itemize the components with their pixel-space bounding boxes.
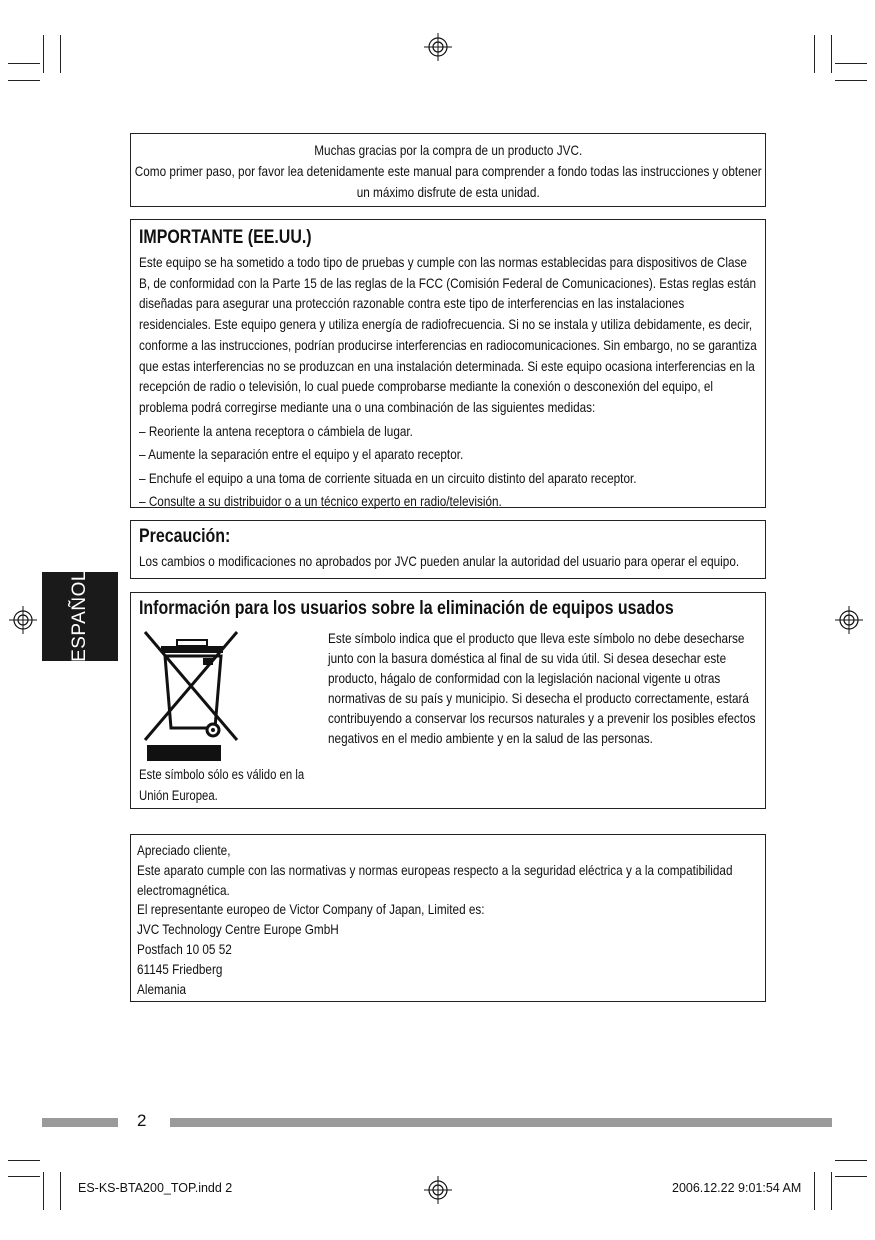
notice-line: El representante europeo de Victor Company of Japan, Limited es: [137, 901, 485, 918]
registration-mark-icon [424, 33, 452, 61]
language-tab [42, 572, 118, 661]
crop-mark [831, 35, 832, 73]
registration-mark-icon [835, 606, 863, 634]
footer-timestamp: 2006.12.22 9:01:54 AM [672, 1181, 802, 1195]
crop-mark [8, 80, 40, 81]
page-bar-left [42, 1118, 118, 1127]
notice-line: 61145 Friedberg [137, 960, 223, 977]
crop-mark [8, 63, 40, 64]
disposal-title: Información para los usuarios sobre la eliminación de equipos usados [139, 598, 674, 619]
crop-mark [43, 1172, 44, 1210]
notice-line: Este aparato cumple con las normativas y normas europeas respecto a la seguridad eléctrica y a la compatibilidad [137, 861, 733, 878]
intro-line-2: Como primer paso, por favor lea detenidamente este manual para comprender a fondo todas las instrucciones y obtener un máximo disfrute de esta unidad. [134, 163, 762, 200]
notice-line: Alemania [137, 980, 187, 997]
registration-mark-icon [9, 606, 37, 634]
crop-mark [60, 35, 61, 73]
crop-mark [43, 35, 44, 73]
list-item: – Consulte a su distribuidor o a un técnico experto en radio/televisión. [139, 490, 759, 514]
crop-mark [835, 80, 867, 81]
important-measures-list [139, 420, 759, 514]
disposal-caption: Este símbolo sólo es válido en la Unión Europea. [139, 767, 305, 803]
notice-line: Postfach 10 05 52 [137, 940, 232, 957]
crossed-out-wheelie-bin-icon [139, 628, 245, 764]
notice-line: electromagnética. [137, 881, 230, 898]
crop-mark [814, 1172, 815, 1210]
page-number: 2 [137, 1111, 147, 1130]
customer-notice-box [130, 834, 766, 1002]
language-tab-label: ESPAÑOL [69, 570, 90, 662]
caution-box [130, 520, 766, 579]
disposal-box [130, 592, 766, 809]
crop-mark [60, 1172, 61, 1210]
crop-mark [814, 35, 815, 73]
crop-mark [835, 1176, 867, 1177]
crop-mark [831, 1172, 832, 1210]
footer-filename: ES-KS-BTA200_TOP.indd 2 [78, 1181, 233, 1195]
list-item: – Aumente la separación entre el equipo y el aparato receptor. [139, 443, 759, 467]
notice-line: JVC Technology Centre Europe GmbH [137, 921, 339, 938]
intro-box [130, 133, 766, 207]
important-title: IMPORTANTE (EE.UU.) [139, 227, 312, 248]
crop-mark [835, 63, 867, 64]
list-item: – Enchufe el equipo a una toma de corriente situada en un circuito distinto del aparato receptor. [139, 467, 759, 491]
disposal-body: Este símbolo indica que el producto que lleva este símbolo no debe desecharse junto con la basura doméstica al final de su vida útil. Si desea desechar este producto, hágalo de conformidad con la legislación nacional vigente u otras normativas de su país y municipio. Si desecha el producto correctamente, estará contribuyendo a conservar los recursos naturales y a prevenir los posibles efectos negativos en el medio ambiente y en la salud de las personas. [328, 630, 756, 746]
crop-mark [8, 1176, 40, 1177]
caution-title: Precaución: [139, 526, 231, 547]
intro-line-1: Muchas gracias por la compra de un producto JVC. [314, 142, 583, 158]
important-body: Este equipo se ha sometido a todo tipo de pruebas y cumple con las normas establecidas para dispositivos de Clase B, de conformidad con la Parte 15 de las reglas de la FCC (Comisión Federal de Comunicaciones). Estas reglas están diseñadas para asegurar una protección razonable contra este tipo de interferencias en las instalaciones residenciales. Este equipo genera y utiliza energía de radiofrecuencia. Si no se instala y utiliza debidamente, es decir, conforme a las instrucciones, podrían producirse interferencias en radiocomunicaciones. Sin embargo, no se garantiza que estas interferencias no se produzcan en una instalación determinada. Si este equipo ocasiona interferencias en la recepción de radio o televisión, lo cual puede comprobarse mediante la conexión o desconexión del equipo, el problema podrá corregirse mediante una o una combinación de las siguientes medidas: [139, 254, 757, 415]
caution-body: Los cambios o modificaciones no aprobados por JVC pueden anular la autoridad del usuario para operar el equipo. [139, 553, 740, 569]
notice-line: Apreciado cliente, [137, 842, 231, 858]
page-bar-right [170, 1118, 832, 1127]
crop-mark [8, 1160, 40, 1161]
crop-mark [835, 1160, 867, 1161]
important-box [130, 219, 766, 508]
registration-mark-icon [424, 1176, 452, 1204]
list-item: – Reoriente la antena receptora o cámbiela de lugar. [139, 420, 759, 444]
